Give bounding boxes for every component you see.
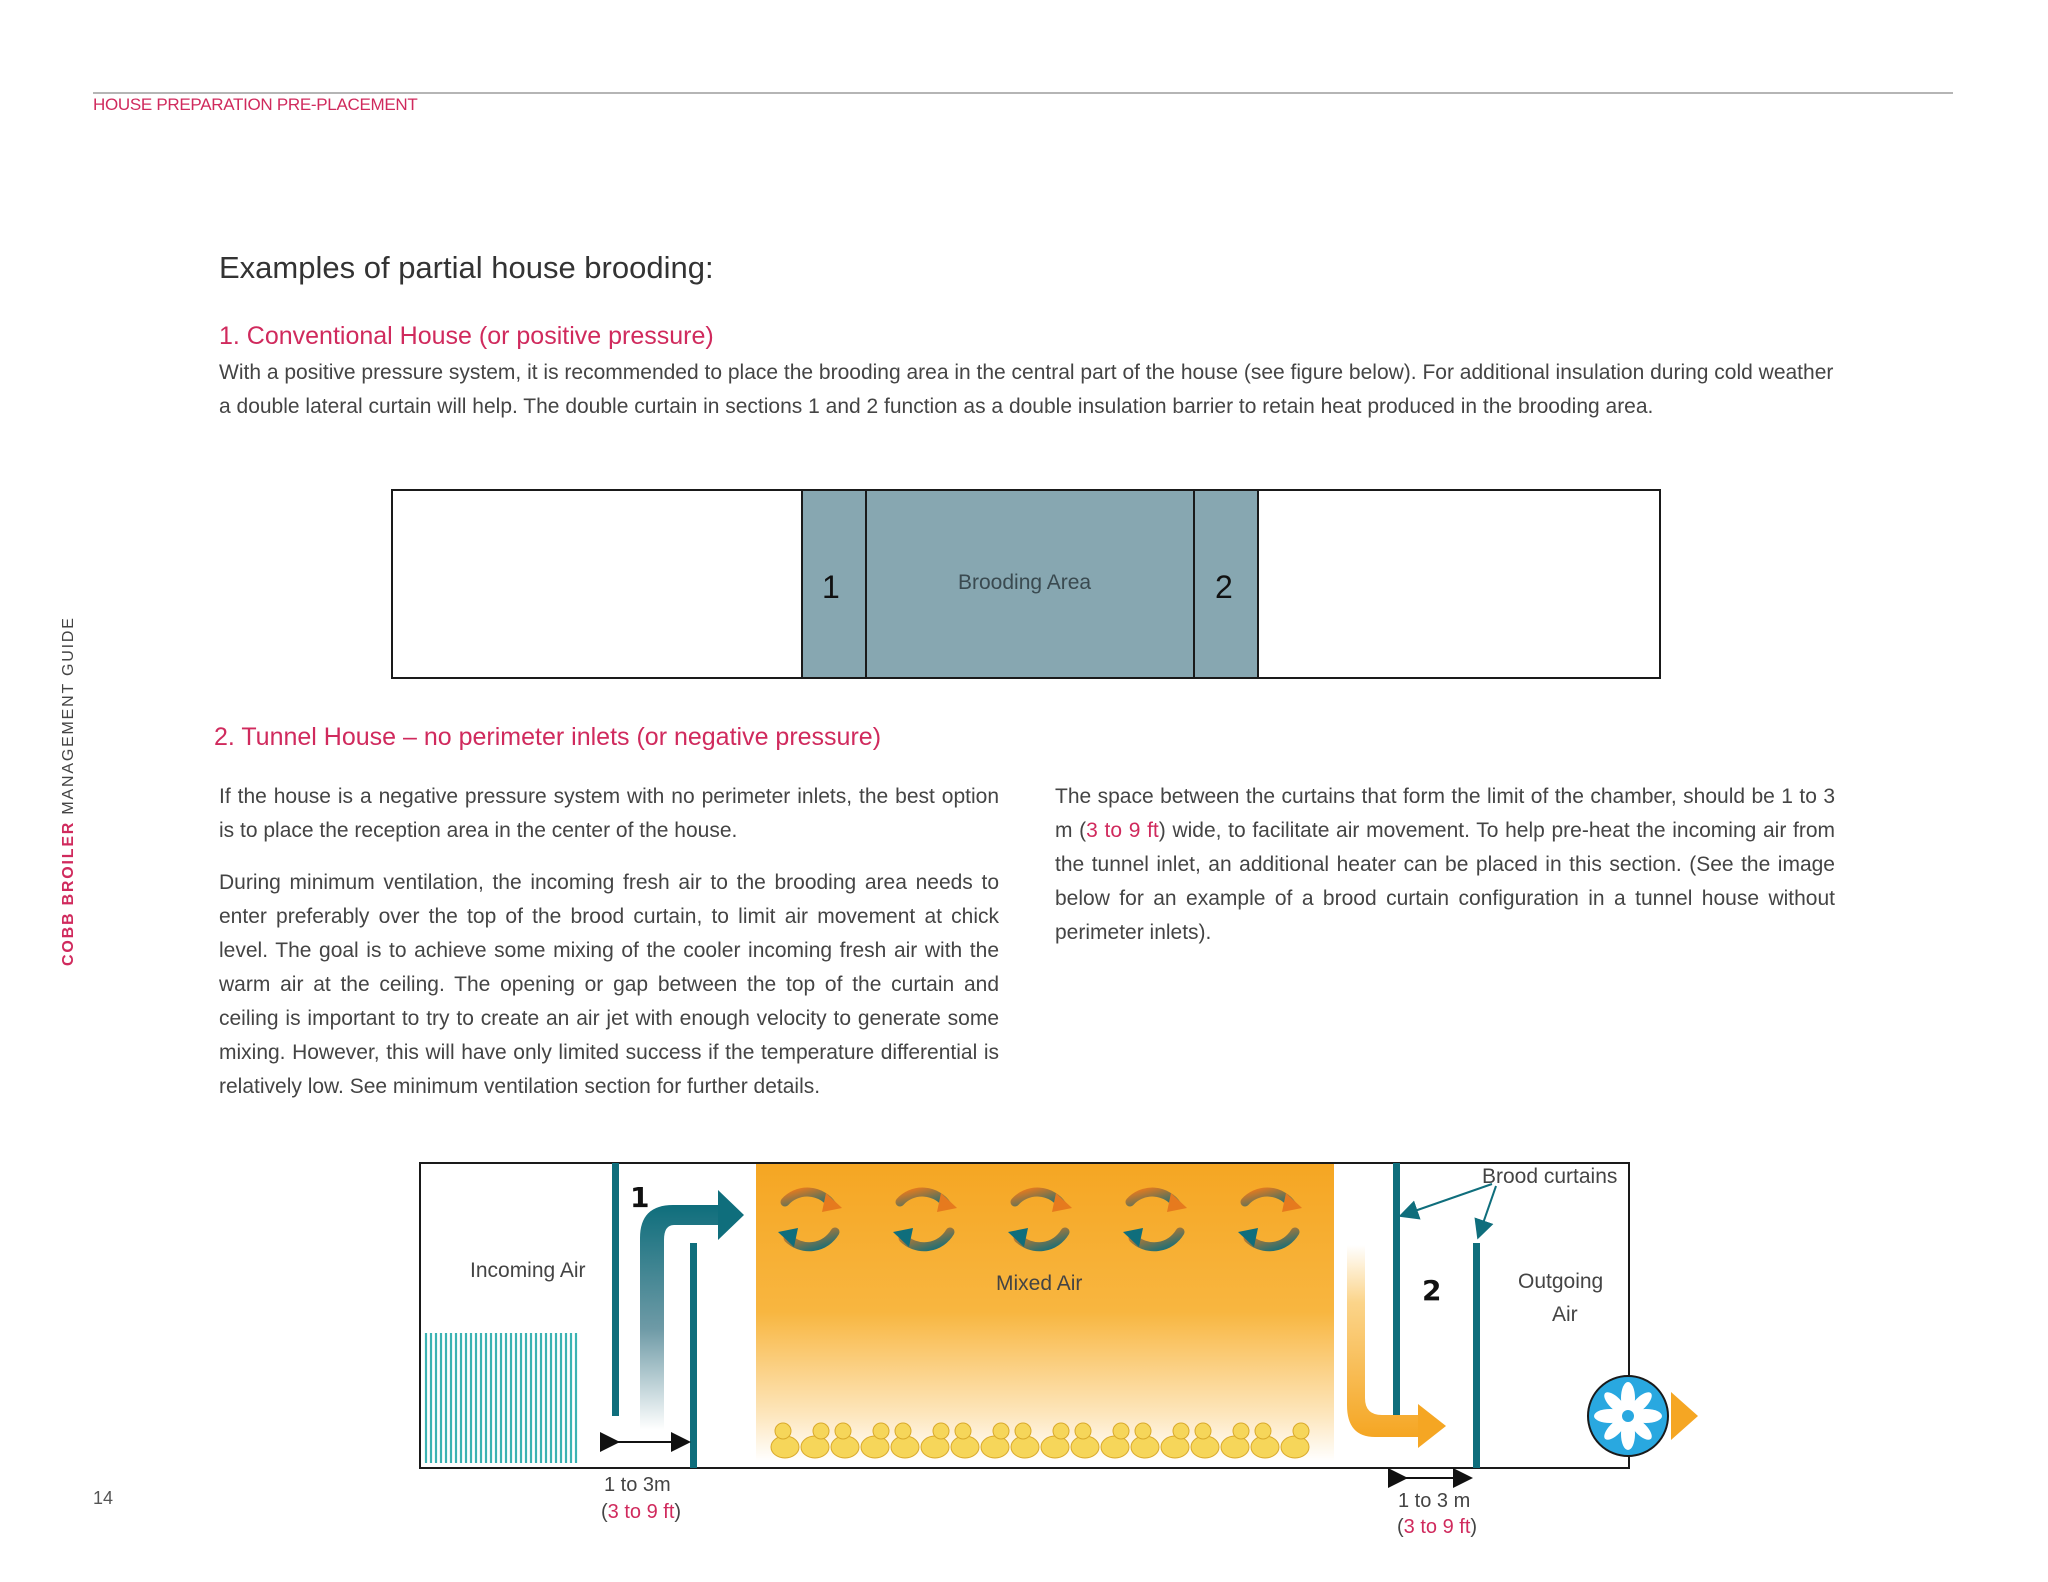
page-title: Examples of partial house brooding: xyxy=(219,250,714,285)
exhaust-arrow-icon xyxy=(1671,1392,1698,1440)
right-paragraph-start: The space between the curtains that form the limit of the chamber, should be 1 to 3 m ( xyxy=(1055,785,1835,842)
guide-name: MANAGEMENT GUIDE xyxy=(60,616,77,815)
section-2-left-paragraph-1: If the house is a negative pressure system with no perimeter inlets, the best option is to place the reception area in the center of the house. xyxy=(219,785,999,842)
mixed-air-label: Mixed Air xyxy=(996,1272,1083,1295)
mixed-air-zone xyxy=(756,1163,1334,1461)
right-inner-curtain xyxy=(1473,1243,1480,1468)
section-1-paragraph: With a positive pressure system, it is recommended to place the brooding area in the central part of the house (see figure below). For additional insulation during cold weather a double lateral curtain will help. The double curtain in sections 1 and 2 function as a double insulation barrier to retain heat produced in the brooding area. xyxy=(219,361,1834,418)
curtain-number-2: 2 xyxy=(1422,1274,1442,1307)
right-paragraph-imperial: 3 to 9 ft xyxy=(1086,819,1159,842)
brand-name: COBB BROILER xyxy=(60,820,77,966)
outgoing-air-label-line-1: Outgoing xyxy=(1518,1270,1604,1293)
section-2-number: 2 xyxy=(1215,569,1233,605)
section-1-heading: 1. Conventional House (or positive pressure) xyxy=(219,322,714,350)
brood-curtains-label: Brood curtains xyxy=(1482,1165,1618,1188)
right-gap-metric-label: 1 to 3 m xyxy=(1398,1490,1471,1512)
right-outer-curtain xyxy=(1393,1163,1400,1416)
right-paragraph-end: ) wide, to facilitate air movement. To help pre-heat the incoming air from the tunnel inlet, an additional heater can be placed in this section. (See the image below for an example of a brood curtain configuration in a tunnel house without perimeter inlets). xyxy=(1055,819,1835,944)
brooding-area-label: Brooding Area xyxy=(958,571,1092,594)
left-gap-metric-label: 1 to 3m xyxy=(604,1474,671,1496)
inlet-grille-icon xyxy=(424,1333,580,1463)
section-2-left-paragraph-2: During minimum ventilation, the incoming fresh air to the brooding area needs to enter preferably over the top of the brood curtain, to limit air movement at chick level. The goal is to achieve some mixing of the cooler incoming fresh air with the warm air at the ceiling. The opening or gap between the top of the curtain and ceiling is important to try to create an air jet with enough velocity to generate some mixing. However, this will have only limited success if the temperature differential is relatively low. See minimum ventilation section for further details. xyxy=(219,871,999,1098)
brood-curtain-pointer-1 xyxy=(1406,1184,1492,1214)
section-2-heading: 2. Tunnel House – no perimeter inlets (or negative pressure) xyxy=(214,723,882,751)
section-label: HOUSE PREPARATION PRE-PLACEMENT xyxy=(93,95,418,114)
incoming-air-label: Incoming Air xyxy=(470,1259,586,1282)
section-1-number: 1 xyxy=(822,569,840,605)
brood-curtain-pointer-2 xyxy=(1480,1186,1496,1232)
left-gap-imperial-label: (3 to 9 ft) xyxy=(601,1501,682,1523)
left-outer-curtain xyxy=(612,1163,619,1416)
exhaust-fan-icon xyxy=(1588,1376,1668,1456)
curtain-number-1: 1 xyxy=(630,1181,650,1214)
page-number: 14 xyxy=(93,1488,114,1508)
right-gap-imperial-label: (3 to 9 ft) xyxy=(1397,1516,1478,1538)
left-inner-curtain xyxy=(690,1243,697,1468)
outgoing-air-label-line-2: Air xyxy=(1552,1303,1578,1326)
